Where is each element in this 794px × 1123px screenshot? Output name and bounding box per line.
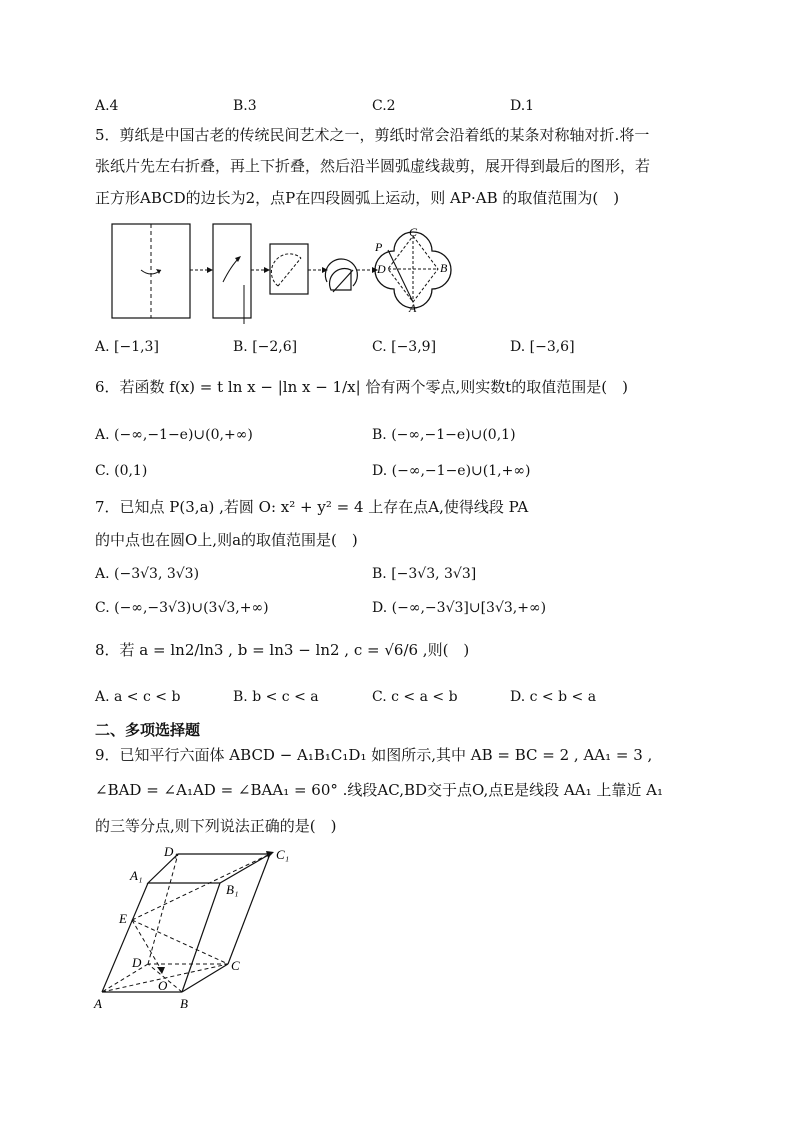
q5-half-sheet [213,224,251,318]
q7-stem-line2: 的中点也在圆O上,则a的取值范围是( ) [95,531,358,549]
q6-stem-line1: 6．若函数 f(x) = t ln x − |ln x − 1/x| 恰有两个零点,则实数t的取值范围是( ) [95,378,628,396]
q7-option-c: C. (−∞,−3√3)∪(3√3,+∞) [95,600,269,616]
q9-label-b1: B₁ [226,882,239,897]
q9-label-c: C [231,958,240,973]
q6-option-b: B. (−∞,−1−e)∪(0,1) [372,427,516,443]
q9-stem-line3: 的三等分点,则下列说法正确的是( ) [95,817,337,835]
q9-label-a: A [94,996,102,1011]
q7-option-d: D. (−∞,−3√3]∪[3√3,+∞) [372,600,547,616]
q6-option-a: A. (−∞,−1−e)∪(0,+∞) [95,427,253,443]
q8-stem-line1: 8．若 a = ln2/ln3 , b = ln3 − ln2 , c = √6/6 ,则( ) [95,641,470,659]
q6-option-c: C. (0,1) [95,463,148,479]
q5-cut-piece [330,269,351,290]
q5-stem-line2: 张纸片先左右折叠，再上下折叠，然后沿半圆弧虚线裁剪，展开得到最后的图形，若 [95,157,651,175]
q5-paper-cutting-figure [105,220,465,330]
q9-label-b: B [180,996,188,1011]
q6-option-d: D. (−∞,−1−e)∪(1,+∞) [372,463,531,479]
q5-option-c: C. [−3,9] [372,339,437,355]
q5-option-b: B. [−2,6] [233,339,298,355]
q9-label-d: D [132,955,142,970]
q5-fold-arrow-icon-2 [223,258,239,282]
q4-option-b: B.3 [233,98,257,114]
q4-option-c: C.2 [372,98,396,114]
q9-parallelepiped-figure [90,840,310,1015]
q7-option-b: B. [−3√3, 3√3] [372,566,477,582]
q4-option-d: D.1 [510,98,535,114]
q5-option-a: A. [−1,3] [95,339,159,355]
q9-label-a1: A₁ [130,868,143,883]
q5-unfolded-shape [374,225,451,315]
q9-label-c1: C₁ [276,847,290,862]
q8-option-d: D. c < b < a [510,689,597,705]
q8-option-b: B. b < c < a [233,689,319,705]
q9-label-d1: D₁ [164,844,178,859]
q7-stem-line1: 7．已知点 P(3,a) ,若圆 O: x² + y² = 4 上存在点A,使得线段 PA [95,498,529,516]
q5-label-a: A [409,301,417,315]
q5-stem-line3: 正方形ABCD的边长为2，点P在四段圆弧上运动，则 AP·AB 的取值范围为( ) [95,189,620,207]
q9-stem-line2: ∠BAD = ∠A₁AD = ∠BAA₁ = 60° .线段AC,BD交于点O,点E是线段 AA₁ 上靠近 A₁ [95,781,663,799]
q9-arrow-icon-2 [266,851,274,858]
q9-label-o: O [158,978,168,993]
q4-option-a: A.4 [95,98,119,114]
q8-option-c: C. c < a < b [372,689,458,705]
q5-label-d: D [377,262,386,276]
q5-label-c: C [409,225,418,239]
q5-quarter-sheet [270,244,308,294]
q9-stem-line1: 9．已知平行六面体 ABCD − A₁B₁C₁D₁ 如图所示,其中 AB = BC = 2 , AA₁ = 3 , [95,746,653,764]
section-2-title: 二、多项选择题 [95,721,201,739]
q5-option-d: D. [−3,6] [510,339,575,355]
q5-label-p: P [375,240,383,254]
q5-stem-line1: 5．剪纸是中国古老的传统民间艺术之一，剪纸时常会沿着纸的某条对称轴对折.将一 [95,126,650,144]
q8-option-a: A. a < c < b [95,689,181,705]
q5-label-b: B [440,261,448,275]
q5-cut-arc [271,254,301,286]
q7-option-a: A. (−3√3, 3√3) [95,566,200,582]
q9-label-e: E [119,911,127,926]
